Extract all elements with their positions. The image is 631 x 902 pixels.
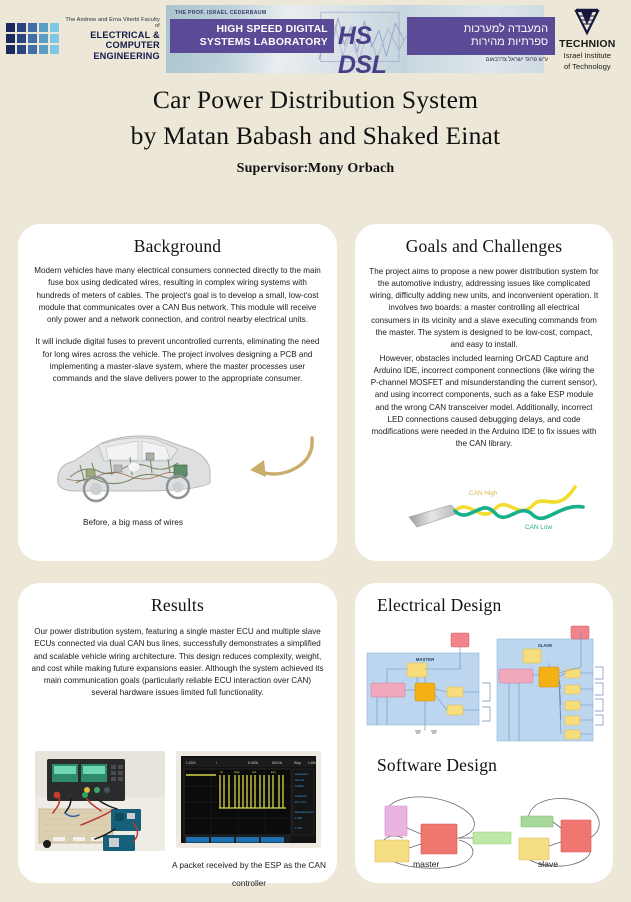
svg-text:5.00Gs: 5.00Gs — [295, 784, 305, 788]
poster-title-line2: by Matan Babash and Shaked Einat — [130, 121, 501, 151]
scope-screen-graphic — [176, 751, 321, 848]
svg-text:5.000s: 5.000s — [248, 761, 259, 765]
lab-bench-photo-graphic — [35, 751, 165, 851]
technion-name: TECHNION — [559, 38, 616, 51]
hsdsl-wordmark: HS DSL — [337, 22, 387, 73]
svg-text:500.0s: 500.0s — [272, 761, 283, 765]
background-paragraph-1: Modern vehicles have many electrical consumers connected directly to the main fuse box using dedicated wires, resulting in complex wiring systems with hundreds of meters of cables. The project's goal is to develop a small, low-cost module that communicates over a CAN Bus network. This module will receive only power and a network connection, and control nearby electrical units. — [34, 266, 321, 325]
svg-text:1.00V/: 1.00V/ — [186, 761, 196, 765]
panel-design — [355, 583, 613, 883]
block-diagram-icon — [363, 621, 609, 743]
technion-sub2: of Technology — [563, 61, 611, 71]
hsdsl-hebrew-logo — [407, 5, 549, 73]
background-paragraph-2: It will include digital fuses to prevent uncontrolled currents, eliminating the need for long wires across the vehicle. The project involves designing a PCB and implementing a master-slave system, where the master processes user commands and the slave delivers power to the appropriate consumer. — [35, 337, 320, 384]
header-banner — [0, 0, 631, 78]
viterbi-faculty-line1: ELECTRICAL & COMPUTER — [90, 29, 160, 51]
svg-text:End: End — [271, 771, 276, 774]
curved-arrow-icon — [240, 432, 318, 486]
technion-logo — [544, 7, 631, 71]
state-machine-icon — [363, 788, 609, 874]
technion-emblem-icon — [572, 7, 602, 37]
viterbi-faculty-logo — [0, 17, 160, 62]
hsdsl-hebrew-line1: המעבדה למערכות — [463, 22, 549, 35]
scope-caption: A packet received by the ESP as the CAN controller — [172, 860, 326, 888]
panel-background — [18, 224, 337, 561]
goals-paragraph-1: The project aims to propose a new power distribution system for the automotive industry, addressing issues like complicated wiring, difficulty adding new units, and inconvenient operation. It involves two boards: a master controlling all electrical consumers in its vicinity and a slave executing commands from the master. The system is designed to be low-cost, compact, and easy to install. — [369, 267, 599, 349]
viterbi-faculty-line2: ENGINEERING — [93, 50, 160, 61]
results-heading: Results — [151, 595, 204, 615]
technion-sub1: Israel Institute — [563, 51, 611, 61]
svg-text:ID: ID — [220, 771, 223, 774]
svg-text:Stop: Stop — [294, 761, 301, 765]
software-design-diagram — [363, 788, 609, 874]
twisted-pair-cable-icon — [407, 471, 597, 537]
curved-arrow-illustration — [240, 432, 318, 486]
panel-results — [18, 583, 337, 888]
svg-text:DC 1.0:1: DC 1.0:1 — [295, 800, 307, 804]
hsdsl-hebrew-bar — [407, 17, 555, 55]
can-low-label: CAN Low — [525, 524, 552, 531]
hsdsl-name-bar — [170, 19, 334, 53]
car-harness-icon — [46, 421, 221, 505]
hsdsl-lab-logo — [166, 5, 407, 73]
hsdsl-line2: SYSTEMS LABORATORY — [199, 37, 328, 48]
software-design-heading: Software Design — [377, 755, 498, 775]
svg-text:1.48V: 1.48V — [295, 816, 303, 820]
svg-text:Normal: Normal — [295, 778, 305, 782]
svg-text:1.68V: 1.68V — [308, 761, 317, 765]
panel-goals-and-challenges — [355, 224, 613, 561]
schematic-slave-label: SLAVE — [537, 643, 553, 648]
bench-setup-photo — [35, 751, 165, 851]
hsdsl-line1: HIGH SPEED DIGITAL — [216, 24, 328, 35]
svg-text:/: / — [216, 761, 217, 765]
electrical-design-heading: Electrical Design — [377, 595, 502, 615]
background-heading: Background — [133, 236, 222, 256]
svg-text:Ack: Ack — [252, 771, 257, 774]
svg-text:1.40V: 1.40V — [295, 826, 303, 830]
can-high-label: CAN High — [469, 490, 498, 497]
svg-text:Measurements: Measurements — [295, 810, 314, 814]
schematic-master-label: MASTER — [415, 657, 435, 662]
viterbi-dot-grid-icon — [6, 23, 59, 54]
svg-text:Acquisition: Acquisition — [295, 772, 309, 776]
software-master-label: master — [413, 859, 440, 869]
can-cable-illustration — [407, 471, 597, 537]
hsdsl-hebrew-subtitle: ע"ש פרופ' ישראל צדרבאום — [485, 57, 549, 63]
oscilloscope-capture-photo — [176, 751, 321, 848]
svg-text:Channels: Channels — [295, 794, 307, 798]
supervisor-line: Supervisor׃ Mony Orbach — [236, 161, 395, 177]
hsdsl-hebrew-line2: ספרתיות מהירות — [471, 36, 549, 48]
goals-heading: Goals and Challenges — [405, 236, 563, 256]
svg-text:Data: Data — [234, 771, 240, 774]
title-block — [0, 82, 631, 177]
car-wiring-illustration — [46, 421, 221, 505]
goals-paragraph-2: However, obstacles included learning OrCAD Capture and Arduino IDE, incorrect component connections (like wiring the P-channel MOSFET and misunderstanding the current sensor), and using incorrect components, such as a fake ESP module and the wrong CAN transceiver model. Additionally, incorrect LED connections caused debugging delays, and code modifications were needed in the Arduino IDE to fix issues with the CAN library. — [370, 353, 598, 448]
cederbaum-line: THE PROF. ISRAEL CEDERBAUM — [174, 10, 267, 16]
poster-title-line1: Car Power Distribution System — [152, 85, 479, 114]
software-slave-label: slave — [538, 859, 559, 869]
electrical-schematic-diagram — [363, 621, 609, 743]
viterbi-faculty-subtitle: The Andrew and Erna Viterbi Faculty of — [65, 16, 160, 30]
results-paragraph-1: Our power distribution system, featuring a single master ECU and multiple slave ECUs connected via dual CAN bus lines, successfully demonstrates a simplified and scalable vehicle wiring architecture. This design reduces complexity, weight, and cost while making future expansions easier. Although the system achieved its main communication goals (particularly reliable ECU interaction over CAN) several hardware issues limited full functionality. — [31, 627, 324, 698]
background-image-caption: Before, a big mass of wires — [82, 517, 184, 527]
